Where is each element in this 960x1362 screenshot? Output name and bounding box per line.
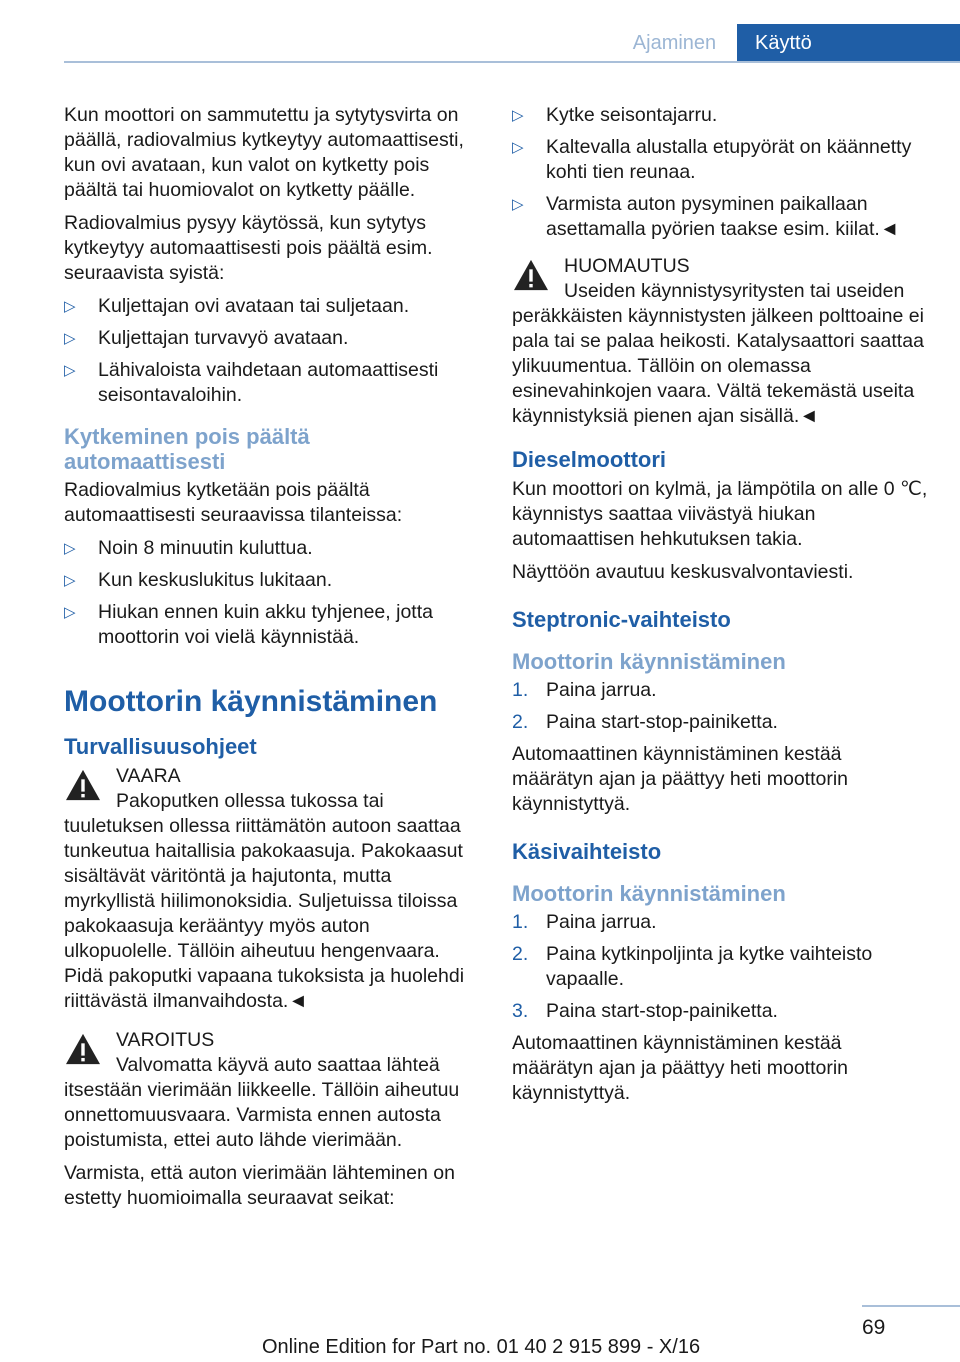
warning-title: VAARA bbox=[116, 765, 181, 787]
warning-triangle-icon bbox=[64, 768, 102, 802]
list-item bbox=[512, 999, 928, 1024]
step-number: 1. bbox=[512, 911, 529, 933]
paragraph: Automaattinen käynnistäminen kestää määrätyn ajan ja päättyy heti moottorin käynnistyttyä. bbox=[512, 1032, 849, 1104]
triangle-right-icon: ▷ bbox=[512, 107, 524, 124]
triangle-right-icon: ▷ bbox=[64, 330, 76, 347]
heading-turvallisuusohjeet: Turvallisuusohjeet bbox=[64, 734, 257, 759]
list-item bbox=[64, 568, 474, 593]
step-number: 1. bbox=[512, 679, 529, 701]
paragraph: Automaattinen käynnistäminen kestää määrätyn ajan ja päättyy heti moottorin käynnistyttyä. bbox=[512, 743, 849, 815]
edition-text: Online Edition for Part no. 01 40 2 915 899 - X/16 bbox=[262, 1336, 701, 1358]
warning-triangle-icon bbox=[64, 1032, 102, 1066]
warning-block bbox=[64, 764, 474, 1014]
warning-title: HUOMAUTUS bbox=[564, 255, 690, 277]
triangle-right-icon: ▷ bbox=[64, 540, 76, 557]
triangle-right-icon: ▷ bbox=[64, 572, 76, 589]
list-item-text: Paina start-stop-painiketta. bbox=[546, 1000, 778, 1022]
triangle-right-icon: ▷ bbox=[64, 362, 76, 379]
list-item-text: Kun keskuslukitus lukitaan. bbox=[98, 569, 333, 591]
heading-dieselmoottori: Dieselmoottori bbox=[512, 447, 667, 472]
list-item bbox=[64, 326, 474, 351]
list-item bbox=[512, 678, 928, 703]
subheading-kytkeminen: Kytkeminen pois päältä automaattisesti bbox=[64, 424, 310, 474]
subheading-kaynnistaminen: Moottorin käynnistäminen bbox=[512, 881, 786, 906]
heading-kasivaihteisto: Käsivaihteisto bbox=[512, 839, 662, 864]
list-item-text: Varmista auton pysyminen paikallaan asettamalla pyörien taakse esim. kiilat.◄ bbox=[546, 193, 900, 240]
list-item-text: Kuljettajan ovi avataan tai suljetaan. bbox=[98, 295, 410, 317]
step-number: 3. bbox=[512, 1000, 529, 1022]
bullet-list bbox=[64, 536, 474, 650]
paragraph: Näyttöön avautuu keskusvalvontaviesti. bbox=[512, 561, 854, 583]
numbered-list bbox=[512, 678, 928, 735]
warning-text-body: Pakoputken ollessa tukossa tai tuuletuksen ollessa riittämätön autoon saattaa tunkeutua haitallisia pakokaasuja. Pakokaasut sisältävät väritöntä ja hajutonta, mutta myrkyllistä hiilimonoksidia. Suljetuissa tiloissa pakokaasuja kerääntyy myös auton ulkopuolelle. Tällöin aiheutuu hengenvaara. Pidä pakoputki vapaana tukoksista ja huolehdi riittävästä ilmanvaihdosta.◄ bbox=[64, 790, 465, 1012]
list-item bbox=[512, 103, 928, 128]
list-item bbox=[512, 910, 928, 935]
bullet-list bbox=[512, 103, 928, 242]
list-item-text: Paina kytkinpoljinta ja kytke vaihteisto vapaalle. bbox=[546, 943, 873, 990]
triangle-right-icon: ▷ bbox=[512, 139, 524, 156]
paragraph: Varmista, että auton vierimään lähteminen on estetty huomioimalla seuraavat seikat: bbox=[64, 1162, 455, 1209]
list-item bbox=[64, 536, 474, 561]
list-item-text: Kuljettajan turvavyö avataan. bbox=[98, 327, 349, 349]
list-item bbox=[64, 358, 474, 408]
step-number: 2. bbox=[512, 711, 529, 733]
list-item-text: Lähivaloista vaihdetaan automaattisesti seisontavaloihin. bbox=[98, 359, 439, 406]
notice-block bbox=[512, 254, 928, 429]
right-column bbox=[512, 103, 928, 1114]
list-item-text: Hiukan ennen kuin akku tyhjenee, jotta moottorin voi vielä käynnistää. bbox=[98, 601, 433, 648]
warning-text bbox=[64, 1053, 474, 1153]
paragraph: Radiovalmius kytketään pois päältä automaattisesti seuraavissa tilanteissa: bbox=[64, 479, 403, 526]
header-rule bbox=[64, 61, 960, 63]
warning-text-body: Valvomatta käyvä auto saattaa lähteä itsestään vierimään liikkeelle. Tällöin aiheutuu onnettomuusvaara. Varmista ennen autosta poistumista, ettei auto lähde vierimään. bbox=[64, 1054, 460, 1151]
subheading-kaynnistaminen: Moottorin käynnistäminen bbox=[512, 649, 786, 674]
page-header bbox=[612, 24, 960, 61]
list-item bbox=[64, 294, 474, 319]
step-number: 2. bbox=[512, 943, 529, 965]
warning-title: VAROITUS bbox=[116, 1029, 215, 1051]
list-item bbox=[512, 192, 928, 242]
numbered-list bbox=[512, 910, 928, 1024]
paragraph: Kun moottori on kylmä, ja lämpötila on alle 0 ℃, käynnistys saattaa viivästyä hiukan automaattisen hehkutuksen takia. bbox=[512, 478, 928, 550]
section-tab-kaytto: Käyttö bbox=[737, 24, 960, 61]
list-item bbox=[512, 710, 928, 735]
triangle-right-icon: ▷ bbox=[64, 298, 76, 315]
list-item bbox=[512, 942, 928, 992]
list-item-text: Paina start-stop-painiketta. bbox=[546, 711, 778, 733]
list-item-text: Kytke seisontajarru. bbox=[546, 104, 718, 126]
triangle-right-icon: ▷ bbox=[512, 196, 524, 213]
page-number: 69 bbox=[862, 1316, 886, 1339]
warning-text-body: Useiden käynnistysyritysten tai useiden peräkkäisten käynnistysten jälkeen polttoaine ei pala tai se palaa heikosti. Katalysaattori saattaa ylikuumentua. Tällöin on olemassa esinevahinkojen vaara. Vältä tekemästä useita käynnistyksiä pienen ajan sisällä.◄ bbox=[512, 280, 924, 427]
caution-block bbox=[64, 1028, 474, 1153]
warning-text bbox=[512, 279, 928, 429]
left-column bbox=[64, 103, 474, 1219]
list-item bbox=[64, 600, 474, 650]
list-item-text: Paina jarrua. bbox=[546, 911, 657, 933]
list-item-text: Noin 8 minuutin kuluttua. bbox=[98, 537, 313, 559]
list-item-text: Kaltevalla alustalla etupyörät on käännetty kohti tien reunaa. bbox=[546, 136, 912, 183]
bullet-list bbox=[64, 294, 474, 408]
heading-steptronic: Steptronic-vaihteisto bbox=[512, 607, 731, 632]
list-item-text: Paina jarrua. bbox=[546, 679, 657, 701]
list-item bbox=[512, 135, 928, 185]
main-heading: Moottorin käynnistäminen bbox=[64, 685, 438, 718]
warning-triangle-icon bbox=[512, 258, 550, 292]
footer-rule bbox=[862, 1305, 960, 1307]
warning-text bbox=[64, 789, 474, 1014]
paragraph: Radiovalmius pysyy käytössä, kun sytytys kytkeytyy automaattisesti pois päältä esim. seuraavista syistä: bbox=[64, 212, 433, 284]
paragraph: Kun moottori on sammutettu ja sytytysvirta on päällä, radiovalmius kytkeytyy automaattisesti, kun ovi avataan, kun valot on kytketty pois päältä tai huomiovalot on kytketty päälle. bbox=[64, 104, 464, 201]
section-tab-ajaminen: Ajaminen bbox=[632, 32, 717, 54]
triangle-right-icon: ▷ bbox=[64, 604, 76, 621]
